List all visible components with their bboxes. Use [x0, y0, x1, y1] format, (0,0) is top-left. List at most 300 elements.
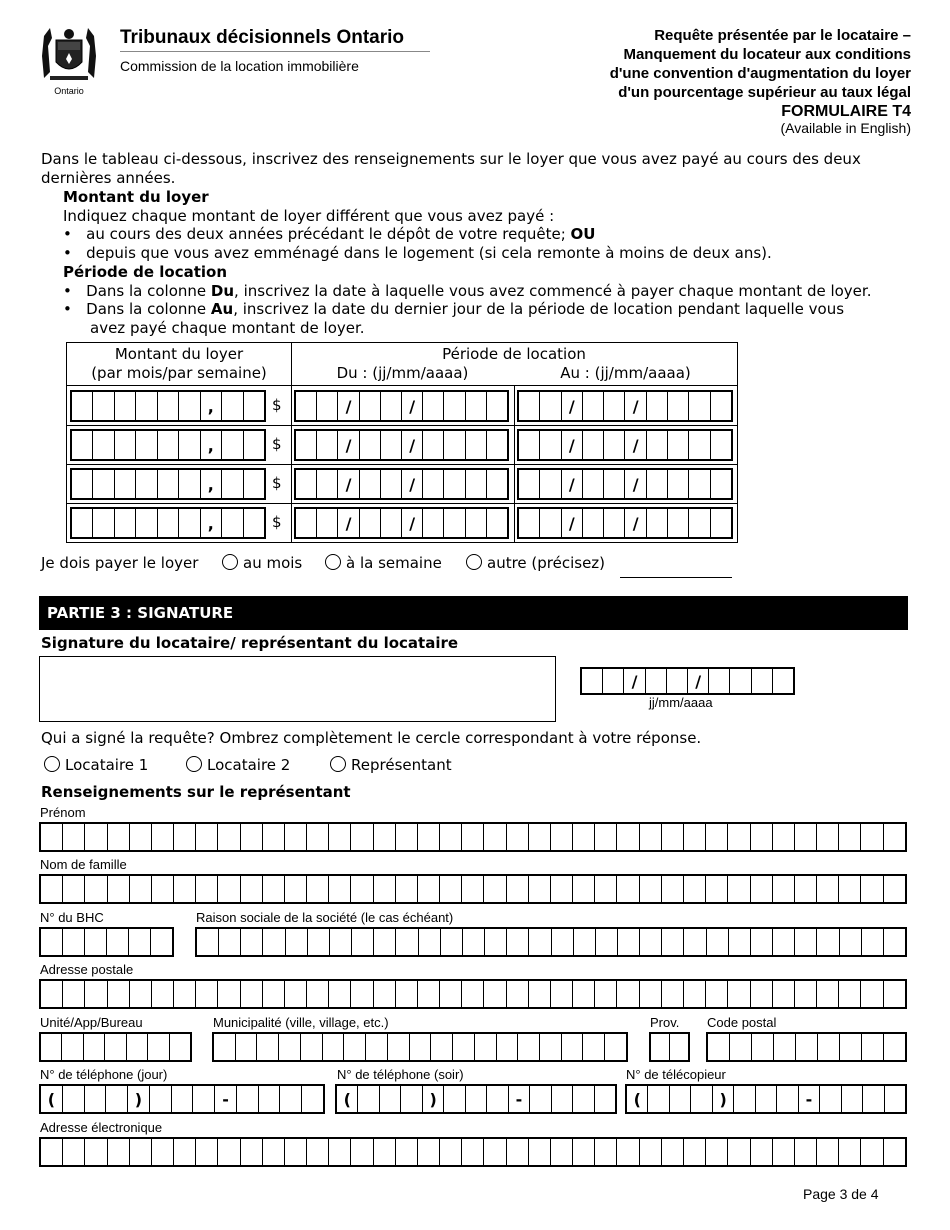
char-cell[interactable]: [358, 1086, 379, 1112]
char-cell[interactable]: [777, 1086, 798, 1112]
char-cell[interactable]: [444, 392, 465, 420]
char-cell[interactable]: [107, 929, 129, 955]
char-cell[interactable]: [85, 1139, 107, 1165]
rent-to-date[interactable]: [517, 507, 733, 539]
char-cell[interactable]: [573, 876, 595, 902]
postal-code-input[interactable]: [706, 1032, 907, 1062]
char-cell[interactable]: /: [625, 392, 646, 420]
char-cell[interactable]: [317, 470, 338, 498]
char-cell[interactable]: [152, 876, 174, 902]
char-cell[interactable]: [317, 509, 338, 537]
char-cell[interactable]: [884, 1139, 905, 1165]
char-cell[interactable]: [551, 824, 573, 850]
char-cell[interactable]: [484, 1139, 506, 1165]
char-cell[interactable]: [795, 1139, 817, 1165]
char-cell[interactable]: [540, 431, 561, 459]
char-cell[interactable]: [818, 1034, 840, 1060]
char-cell[interactable]: [244, 470, 264, 498]
char-cell[interactable]: [152, 1139, 174, 1165]
char-cell[interactable]: [317, 392, 338, 420]
char-cell[interactable]: [487, 431, 507, 459]
char-cell[interactable]: [418, 876, 440, 902]
char-cell[interactable]: [552, 1086, 573, 1112]
char-cell[interactable]: [711, 470, 731, 498]
char-cell[interactable]: /: [625, 509, 646, 537]
char-cell[interactable]: [296, 470, 317, 498]
char-cell[interactable]: [529, 824, 551, 850]
char-cell[interactable]: ,: [201, 509, 222, 537]
char-cell[interactable]: [85, 1086, 107, 1112]
char-cell[interactable]: [381, 509, 402, 537]
char-cell[interactable]: /: [625, 431, 646, 459]
char-cell[interactable]: [773, 669, 793, 693]
char-cell[interactable]: [307, 824, 329, 850]
char-cell[interactable]: -: [509, 1086, 530, 1112]
unit-input[interactable]: [39, 1032, 192, 1062]
char-cell[interactable]: [130, 981, 152, 1007]
char-cell[interactable]: [519, 431, 540, 459]
char-cell[interactable]: [618, 929, 640, 955]
char-cell[interactable]: [179, 431, 200, 459]
char-cell[interactable]: /: [338, 470, 359, 498]
char-cell[interactable]: [711, 431, 731, 459]
char-cell[interactable]: [423, 431, 444, 459]
char-cell[interactable]: [773, 929, 795, 955]
char-cell[interactable]: [374, 981, 396, 1007]
char-cell[interactable]: [285, 1139, 307, 1165]
char-cell[interactable]: [706, 981, 728, 1007]
char-cell[interactable]: /: [562, 392, 583, 420]
char-cell[interactable]: [72, 392, 93, 420]
char-cell[interactable]: [93, 392, 114, 420]
char-cell[interactable]: [640, 929, 662, 955]
char-cell[interactable]: [706, 876, 728, 902]
char-cell[interactable]: [63, 1086, 85, 1112]
radio-representative[interactable]: [330, 756, 452, 775]
char-cell[interactable]: [707, 929, 729, 955]
char-cell[interactable]: [684, 824, 706, 850]
char-cell[interactable]: [817, 929, 839, 955]
char-cell[interactable]: [662, 1139, 684, 1165]
char-cell[interactable]: [63, 876, 85, 902]
char-cell[interactable]: [108, 876, 130, 902]
char-cell[interactable]: [453, 1034, 475, 1060]
char-cell[interactable]: [423, 470, 444, 498]
char-cell[interactable]: [689, 509, 710, 537]
radio-circle-icon[interactable]: [186, 756, 202, 772]
char-cell[interactable]: [84, 1034, 105, 1060]
char-cell[interactable]: [263, 824, 285, 850]
char-cell[interactable]: [684, 1139, 706, 1165]
radio-circle-icon[interactable]: [466, 554, 482, 570]
char-cell[interactable]: [540, 509, 561, 537]
char-cell[interactable]: /: [688, 669, 709, 693]
char-cell[interactable]: [552, 929, 574, 955]
char-cell[interactable]: [497, 1034, 519, 1060]
char-cell[interactable]: [222, 509, 243, 537]
radio-month[interactable]: [222, 554, 302, 573]
lso-number-input[interactable]: [39, 927, 174, 957]
char-cell[interactable]: /: [338, 509, 359, 537]
char-cell[interactable]: [728, 824, 750, 850]
char-cell[interactable]: ,: [201, 431, 222, 459]
char-cell[interactable]: [302, 1086, 323, 1112]
rent-amount-input[interactable]: [70, 507, 266, 539]
char-cell[interactable]: [604, 431, 625, 459]
char-cell[interactable]: ,: [201, 392, 222, 420]
char-cell[interactable]: ): [128, 1086, 150, 1112]
char-cell[interactable]: [172, 1086, 194, 1112]
char-cell[interactable]: [307, 1139, 329, 1165]
char-cell[interactable]: [444, 431, 465, 459]
char-cell[interactable]: [670, 1034, 688, 1060]
char-cell[interactable]: [839, 981, 861, 1007]
char-cell[interactable]: [603, 669, 624, 693]
rent-amount-input[interactable]: [70, 468, 266, 500]
char-cell[interactable]: [218, 876, 240, 902]
char-cell[interactable]: /: [338, 392, 359, 420]
rent-to-date[interactable]: [517, 390, 733, 422]
char-cell[interactable]: [285, 981, 307, 1007]
other-specify-line[interactable]: [620, 577, 732, 578]
char-cell[interactable]: [605, 1034, 626, 1060]
char-cell[interactable]: [487, 509, 507, 537]
char-cell[interactable]: [518, 1034, 540, 1060]
char-cell[interactable]: [219, 929, 241, 955]
char-cell[interactable]: [85, 824, 107, 850]
char-cell[interactable]: [529, 876, 551, 902]
char-cell[interactable]: [574, 929, 596, 955]
char-cell[interactable]: [595, 876, 617, 902]
char-cell[interactable]: [861, 1139, 883, 1165]
char-cell[interactable]: [352, 929, 374, 955]
fax-input[interactable]: [625, 1084, 907, 1114]
char-cell[interactable]: [360, 431, 381, 459]
char-cell[interactable]: [374, 1139, 396, 1165]
char-cell[interactable]: [751, 1139, 773, 1165]
last-name-input[interactable]: [39, 874, 907, 904]
char-cell[interactable]: [708, 1034, 730, 1060]
char-cell[interactable]: [604, 470, 625, 498]
char-cell[interactable]: [691, 1086, 712, 1112]
char-cell[interactable]: [861, 981, 883, 1007]
char-cell[interactable]: [152, 981, 174, 1007]
char-cell[interactable]: [329, 876, 351, 902]
char-cell[interactable]: [108, 1139, 130, 1165]
char-cell[interactable]: /: [562, 431, 583, 459]
char-cell[interactable]: /: [562, 509, 583, 537]
char-cell[interactable]: [196, 876, 218, 902]
char-cell[interactable]: [444, 470, 465, 498]
char-cell[interactable]: [817, 981, 839, 1007]
char-cell[interactable]: [668, 509, 689, 537]
char-cell[interactable]: [62, 1034, 83, 1060]
char-cell[interactable]: [41, 981, 63, 1007]
char-cell[interactable]: [174, 981, 196, 1007]
char-cell[interactable]: [820, 1086, 841, 1112]
char-cell[interactable]: /: [624, 669, 645, 693]
char-cell[interactable]: [244, 431, 264, 459]
char-cell[interactable]: [604, 509, 625, 537]
char-cell[interactable]: [711, 392, 731, 420]
radio-circle-icon[interactable]: [44, 756, 60, 772]
char-cell[interactable]: [196, 1139, 218, 1165]
char-cell[interactable]: [360, 470, 381, 498]
phone-evening-input[interactable]: [335, 1084, 617, 1114]
char-cell[interactable]: [93, 509, 114, 537]
char-cell[interactable]: [136, 392, 157, 420]
char-cell[interactable]: [301, 1034, 323, 1060]
char-cell[interactable]: [85, 876, 107, 902]
char-cell[interactable]: [222, 431, 243, 459]
char-cell[interactable]: [136, 431, 157, 459]
char-cell[interactable]: [418, 1139, 440, 1165]
char-cell[interactable]: [648, 1086, 669, 1112]
char-cell[interactable]: [396, 876, 418, 902]
char-cell[interactable]: [595, 824, 617, 850]
char-cell[interactable]: [466, 470, 487, 498]
char-cell[interactable]: [583, 431, 604, 459]
char-cell[interactable]: [129, 929, 151, 955]
char-cell[interactable]: [839, 824, 861, 850]
char-cell[interactable]: [670, 1086, 691, 1112]
char-cell[interactable]: [583, 1034, 605, 1060]
char-cell[interactable]: [259, 1086, 281, 1112]
char-cell[interactable]: [668, 392, 689, 420]
char-cell[interactable]: [130, 1139, 152, 1165]
char-cell[interactable]: [773, 1139, 795, 1165]
char-cell[interactable]: [774, 1034, 796, 1060]
char-cell[interactable]: [773, 824, 795, 850]
char-cell[interactable]: [241, 1139, 263, 1165]
char-cell[interactable]: [773, 981, 795, 1007]
char-cell[interactable]: [130, 824, 152, 850]
char-cell[interactable]: [689, 392, 710, 420]
char-cell[interactable]: [115, 431, 136, 459]
char-cell[interactable]: [241, 824, 263, 850]
char-cell[interactable]: -: [799, 1086, 820, 1112]
char-cell[interactable]: [884, 876, 905, 902]
char-cell[interactable]: [647, 431, 668, 459]
char-cell[interactable]: [462, 824, 484, 850]
char-cell[interactable]: [179, 509, 200, 537]
char-cell[interactable]: [440, 981, 462, 1007]
char-cell[interactable]: [381, 470, 402, 498]
char-cell[interactable]: [530, 1086, 551, 1112]
char-cell[interactable]: [108, 981, 130, 1007]
char-cell[interactable]: [329, 1139, 351, 1165]
char-cell[interactable]: [41, 929, 63, 955]
char-cell[interactable]: [151, 929, 172, 955]
char-cell[interactable]: [136, 470, 157, 498]
char-cell[interactable]: [529, 981, 551, 1007]
char-cell[interactable]: [148, 1034, 169, 1060]
char-cell[interactable]: [127, 1034, 148, 1060]
char-cell[interactable]: [410, 1034, 432, 1060]
char-cell[interactable]: [466, 392, 487, 420]
char-cell[interactable]: [196, 981, 218, 1007]
char-cell[interactable]: [85, 929, 107, 955]
char-cell[interactable]: (: [41, 1086, 63, 1112]
char-cell[interactable]: [709, 669, 730, 693]
char-cell[interactable]: [751, 929, 773, 955]
char-cell[interactable]: [257, 1034, 279, 1060]
char-cell[interactable]: [440, 824, 462, 850]
char-cell[interactable]: [885, 1086, 905, 1112]
char-cell[interactable]: [285, 824, 307, 850]
char-cell[interactable]: [396, 1139, 418, 1165]
char-cell[interactable]: [884, 824, 905, 850]
char-cell[interactable]: [286, 929, 308, 955]
char-cell[interactable]: [689, 431, 710, 459]
char-cell[interactable]: [662, 929, 684, 955]
rent-amount-input[interactable]: [70, 390, 266, 422]
char-cell[interactable]: [862, 929, 884, 955]
char-cell[interactable]: [196, 824, 218, 850]
char-cell[interactable]: [396, 929, 418, 955]
char-cell[interactable]: [130, 876, 152, 902]
char-cell[interactable]: [396, 824, 418, 850]
char-cell[interactable]: [222, 392, 243, 420]
char-cell[interactable]: [684, 981, 706, 1007]
char-cell[interactable]: [795, 876, 817, 902]
char-cell[interactable]: [150, 1086, 172, 1112]
char-cell[interactable]: [884, 929, 905, 955]
char-cell[interactable]: [444, 509, 465, 537]
first-name-input[interactable]: [39, 822, 907, 852]
char-cell[interactable]: [307, 876, 329, 902]
char-cell[interactable]: [484, 981, 506, 1007]
char-cell[interactable]: [640, 1139, 662, 1165]
radio-week[interactable]: [325, 554, 442, 573]
char-cell[interactable]: [795, 824, 817, 850]
char-cell[interactable]: [728, 981, 750, 1007]
char-cell[interactable]: [351, 824, 373, 850]
char-cell[interactable]: [263, 929, 285, 955]
char-cell[interactable]: [41, 1139, 63, 1165]
char-cell[interactable]: [136, 509, 157, 537]
char-cell[interactable]: [861, 876, 883, 902]
char-cell[interactable]: [595, 1086, 615, 1112]
char-cell[interactable]: [573, 1139, 595, 1165]
char-cell[interactable]: [839, 1139, 861, 1165]
char-cell[interactable]: [551, 1139, 573, 1165]
char-cell[interactable]: [158, 470, 179, 498]
char-cell[interactable]: /: [402, 431, 423, 459]
char-cell[interactable]: [444, 1086, 465, 1112]
char-cell[interactable]: [595, 981, 617, 1007]
char-cell[interactable]: [647, 470, 668, 498]
char-cell[interactable]: [462, 876, 484, 902]
char-cell[interactable]: [507, 1139, 529, 1165]
char-cell[interactable]: [106, 1086, 128, 1112]
char-cell[interactable]: [662, 824, 684, 850]
char-cell[interactable]: [366, 1034, 388, 1060]
char-cell[interactable]: [381, 431, 402, 459]
char-cell[interactable]: [263, 981, 285, 1007]
radio-circle-icon[interactable]: [330, 756, 346, 772]
char-cell[interactable]: [647, 509, 668, 537]
char-cell[interactable]: [296, 392, 317, 420]
char-cell[interactable]: [751, 876, 773, 902]
char-cell[interactable]: [179, 470, 200, 498]
char-cell[interactable]: [329, 824, 351, 850]
char-cell[interactable]: [475, 1034, 497, 1060]
char-cell[interactable]: [706, 1139, 728, 1165]
char-cell[interactable]: [519, 392, 540, 420]
char-cell[interactable]: [263, 876, 285, 902]
province-input[interactable]: [649, 1032, 690, 1062]
char-cell[interactable]: [222, 470, 243, 498]
char-cell[interactable]: [487, 1086, 508, 1112]
char-cell[interactable]: [396, 981, 418, 1007]
char-cell[interactable]: [817, 824, 839, 850]
radio-circle-icon[interactable]: [325, 554, 341, 570]
char-cell[interactable]: [441, 929, 463, 955]
char-cell[interactable]: [684, 876, 706, 902]
rent-from-date[interactable]: [294, 429, 509, 461]
char-cell[interactable]: [617, 1139, 639, 1165]
char-cell[interactable]: [466, 1086, 487, 1112]
char-cell[interactable]: [351, 1139, 373, 1165]
char-cell[interactable]: [651, 1034, 670, 1060]
char-cell[interactable]: [241, 876, 263, 902]
char-cell[interactable]: [323, 1034, 345, 1060]
char-cell[interactable]: [840, 929, 862, 955]
char-cell[interactable]: [529, 1139, 551, 1165]
char-cell[interactable]: [884, 981, 905, 1007]
char-cell[interactable]: [729, 929, 751, 955]
char-cell[interactable]: [158, 509, 179, 537]
char-cell[interactable]: [374, 876, 396, 902]
char-cell[interactable]: [360, 392, 381, 420]
char-cell[interactable]: [487, 392, 507, 420]
char-cell[interactable]: [796, 1034, 818, 1060]
char-cell[interactable]: [63, 981, 85, 1007]
char-cell[interactable]: [583, 470, 604, 498]
char-cell[interactable]: [115, 392, 136, 420]
char-cell[interactable]: [647, 392, 668, 420]
char-cell[interactable]: [93, 431, 114, 459]
char-cell[interactable]: [296, 509, 317, 537]
char-cell[interactable]: [307, 981, 329, 1007]
char-cell[interactable]: [684, 929, 706, 955]
char-cell[interactable]: [296, 431, 317, 459]
char-cell[interactable]: [842, 1086, 863, 1112]
char-cell[interactable]: [596, 929, 618, 955]
char-cell[interactable]: [72, 470, 93, 498]
char-cell[interactable]: [640, 981, 662, 1007]
char-cell[interactable]: [72, 509, 93, 537]
char-cell[interactable]: /: [562, 470, 583, 498]
char-cell[interactable]: [640, 876, 662, 902]
char-cell[interactable]: [667, 669, 688, 693]
char-cell[interactable]: [431, 1034, 453, 1060]
char-cell[interactable]: /: [402, 470, 423, 498]
char-cell[interactable]: [839, 876, 861, 902]
char-cell[interactable]: [795, 981, 817, 1007]
char-cell[interactable]: /: [625, 470, 646, 498]
char-cell[interactable]: [463, 929, 485, 955]
char-cell[interactable]: [582, 669, 603, 693]
char-cell[interactable]: [540, 1034, 562, 1060]
municipality-input[interactable]: [212, 1032, 628, 1062]
char-cell[interactable]: [689, 470, 710, 498]
char-cell[interactable]: [418, 824, 440, 850]
char-cell[interactable]: [840, 1034, 862, 1060]
char-cell[interactable]: [241, 981, 263, 1007]
char-cell[interactable]: [381, 392, 402, 420]
